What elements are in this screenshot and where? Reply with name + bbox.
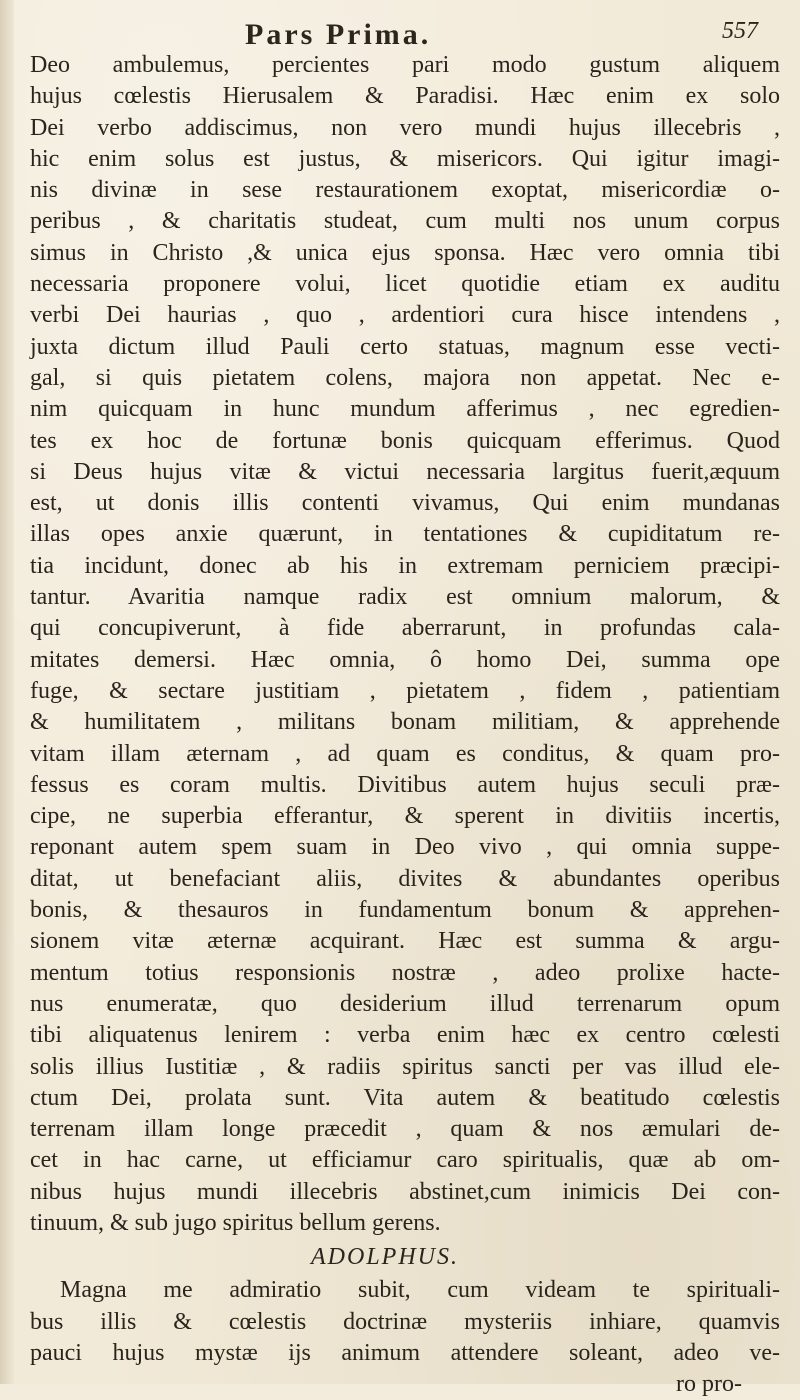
text-line: mentum totius responsionis nostræ , adeo prolixe hacte- [30,959,780,986]
text-line: ditat, ut benefaciant aliis, divites & abundantes operibus [30,865,780,892]
page-number: 557 [722,18,758,44]
text-line: reponant autem spem suam in Deo vivo , qui omnia suppe- [30,834,780,861]
text-line: Magna me admiratio subit, cum videam te spirituali- [60,1277,780,1304]
text-line: pauci hujus mystæ ijs animum attendere soleant, adeo ve- [30,1339,780,1366]
speaker-heading: ADOLPHUS. [311,1244,459,1271]
text-line: vitam illam æternam , ad quam es conditus, & quam pro- [30,740,780,767]
text-line: solis illius Iustitiæ , & radiis spiritus sancti per vas illud ele- [30,1053,780,1080]
text-line: nim quicquam in hunc mundum afferimus , nec egredien- [30,396,780,423]
text-line: juxta dictum illud Pauli certo statuas, magnum esse vecti- [30,333,780,360]
text-line: tantur. Avaritia namque radix est omnium malorum, & [30,584,780,611]
text-line: peribus , & charitatis studeat, cum multi nos unum corpus [30,208,780,235]
text-line: Dei verbo addiscimus, non vero mundi hujus illecebris , [30,114,780,141]
text-line: tinuum, & sub jugo spiritus bellum gerens. [30,1209,441,1236]
body-text [30,50,780,1400]
text-line: bonis, & thesauros in fundamentum bonum & apprehen- [30,897,780,924]
binding-gutter [0,0,14,1384]
text-line: cipe, ne superbia efferantur, & sperent in divitiis incertis, [30,803,780,830]
text-line: verbi Dei haurias , quo , ardentiori cura hisce intendens , [30,302,780,329]
text-line: si Deus hujus vitæ & victui necessaria largitus fuerit,æquum [30,458,780,485]
text-line: & humilitatem , militans bonam militiam, & apprehende [30,709,780,736]
text-line: est, ut donis illis contenti vivamus, Qui enim mundanas [30,490,780,517]
page-header [0,10,800,50]
text-line: nus enumeratæ, quo desiderium illud terrenarum opum [30,990,780,1017]
text-line: hic enim solus est justus, & misericors. Qui igitur imagi- [30,145,780,172]
text-line: tibi aliquatenus lenirem : verba enim hæc ex centro cœlesti [30,1022,780,1049]
text-line: qui concupiverunt, à fide aberrarunt, in profundas cala- [30,615,780,642]
text-line: gal, si quis pietatem colens, majora non appetat. Nec e- [30,364,780,391]
text-line: Deo ambulemus, percientes pari modo gustum aliquem [30,52,780,78]
text-line: nis divinæ in sese restaurationem exoptat, misericordiæ o- [30,177,780,204]
text-line: simus in Christo ,& unica ejus sponsa. Hæc vero omnia tibi [30,239,780,266]
text-line: sionem vitæ æternæ acquirant. Hæc est summa & argu- [30,928,780,955]
text-line: illas opes anxie quærunt, in tentationes & cupiditatum re- [30,521,780,548]
text-line: ctum Dei, prolata sunt. Vita autem & beatitudo cœlestis [30,1084,780,1111]
paragraph-1 [30,50,780,1239]
text-line: mitates demersi. Hæc omnia, ô homo Dei, summa ope [30,646,780,673]
running-title: Pars Prima. [245,18,432,51]
text-line: terrenam illam longe præcedit , quam & nos æmulari de- [30,1116,780,1143]
text-line: fessus es coram multis. Divitibus autem hujus seculi præ- [30,771,780,798]
text-line: nibus hujus mundi illecebris abstinet,cum inimicis Dei con- [30,1178,780,1205]
text-line: bus illis & cœlestis doctrinæ mysteriis inhiare, quamvis [30,1308,780,1335]
catchword: ro pro- [676,1371,742,1398]
text-line: tia incidunt, donec ab his in extremam perniciem præcipi- [30,552,780,579]
text-line: hujus cœlestis Hierusalem & Paradisi. Hæc enim ex solo [30,83,780,110]
text-line: tes ex hoc de fortunæ bonis quicquam efferimus. Quod [30,427,780,454]
text-line: cet in hac carne, ut efficiamur caro spiritualis, quæ ab om- [30,1147,780,1174]
text-line: necessaria proponere volui, licet quotidie etiam ex auditu [30,271,780,298]
paragraph-2 [30,1275,780,1369]
text-line: fuge, & sectare justitiam , pietatem , fidem , patientiam [30,677,780,704]
